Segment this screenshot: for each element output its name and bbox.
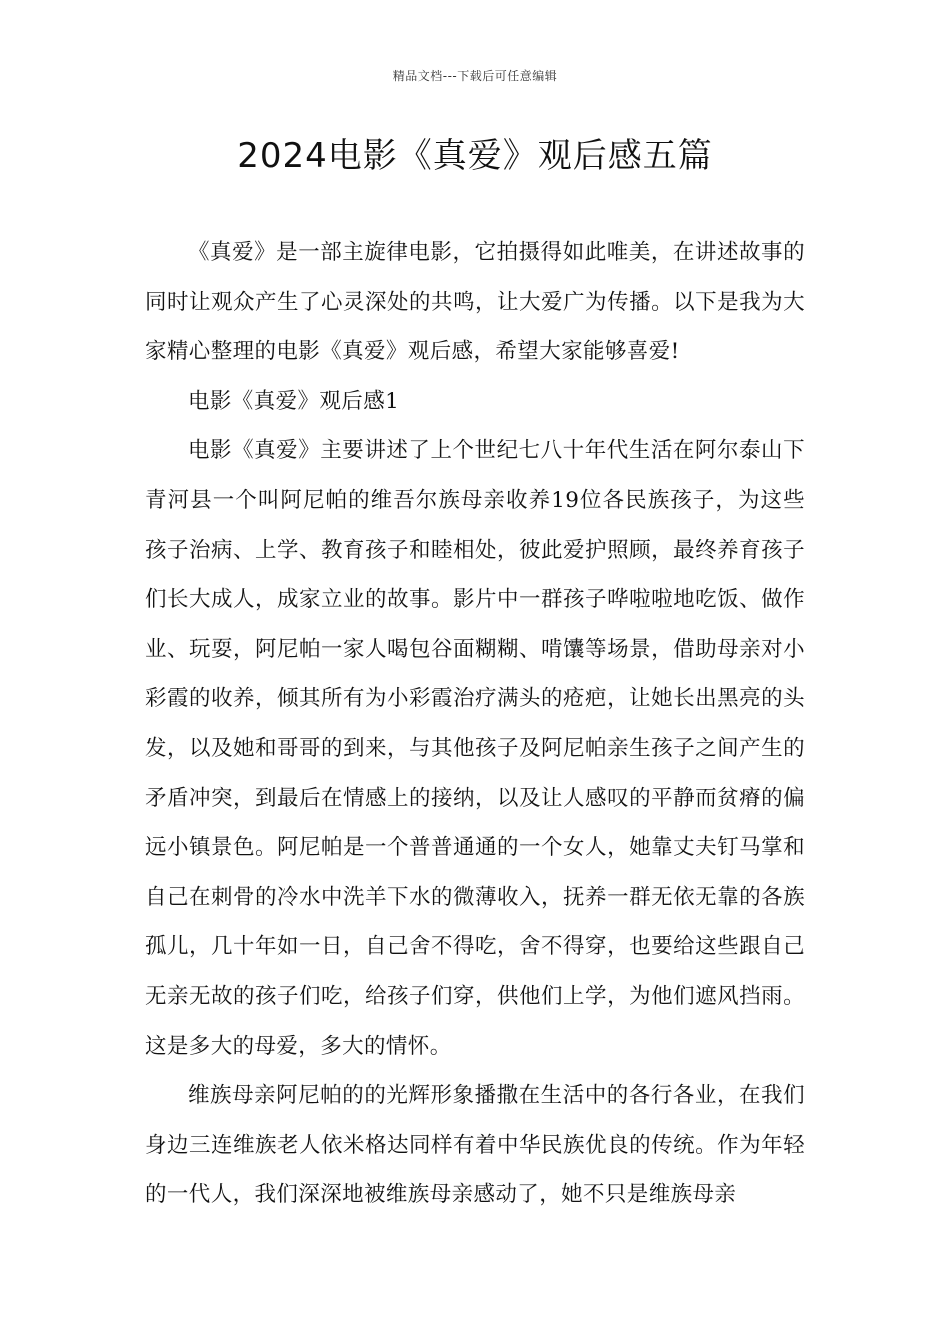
page-header: 精品文档---下载后可任意编辑	[392, 69, 558, 83]
document-body	[145, 228, 805, 1220]
body-paragraph: 电影《真爱》主要讲述了上个世纪七八十年代生活在阿尔泰山下青河县一个叫阿尼帕的维吾尔族母亲收养19位各民族孩子，为这些孩子治病、上学、教育孩子和睦相处，彼此爱护照顾，最终养育孩子们长大成人，成家立业的故事。影片中一群孩子哗啦啦地吃饭、做作业、玩耍，阿尼帕一家人喝包谷面糊糊、啃馕等场景，借助母亲对小彩霞的收养，倾其所有为小彩霞治疗满头的疮疤，让她长出黑亮的头发，以及她和哥哥的到来，与其他孩子及阿尼帕亲生孩子之间产生的矛盾冲突，到最后在情感上的接纳，以及让人感叹的平静而贫瘠的偏远小镇景色。阿尼帕是一个普普通通的一个女人，她靠丈夫钉马掌和自己在刺骨的冷水中洗羊下水的微薄收入，抚养一群无依无靠的各族孤儿，几十年如一日，自己舍不得吃，舍不得穿，也要给这些跟自己无亲无故的孩子们吃，给孩子们穿，供他们上学，为他们遮风挡雨。这是多大的母爱，多大的情怀。	[145, 438, 805, 1059]
document-title: 2024电影《真爱》观后感五篇	[237, 136, 713, 176]
section-heading: 电影《真爱》观后感1	[188, 388, 400, 414]
body-paragraph: 维族母亲阿尼帕的的光辉形象播撒在生活中的各行各业，在我们身边三连维族老人依米格达同样有着中华民族优良的传统。作为年轻的一代人，我们深深地被维族母亲感动了，她不只是维族母亲	[145, 1083, 805, 1208]
intro-paragraph: 《真爱》是一部主旋律电影，它拍摄得如此唯美，在讲述故事的同时让观众产生了心灵深处的共鸣，让大爱广为传播。以下是我为大家精心整理的电影《真爱》观后感，希望大家能够喜爱!	[145, 240, 805, 365]
